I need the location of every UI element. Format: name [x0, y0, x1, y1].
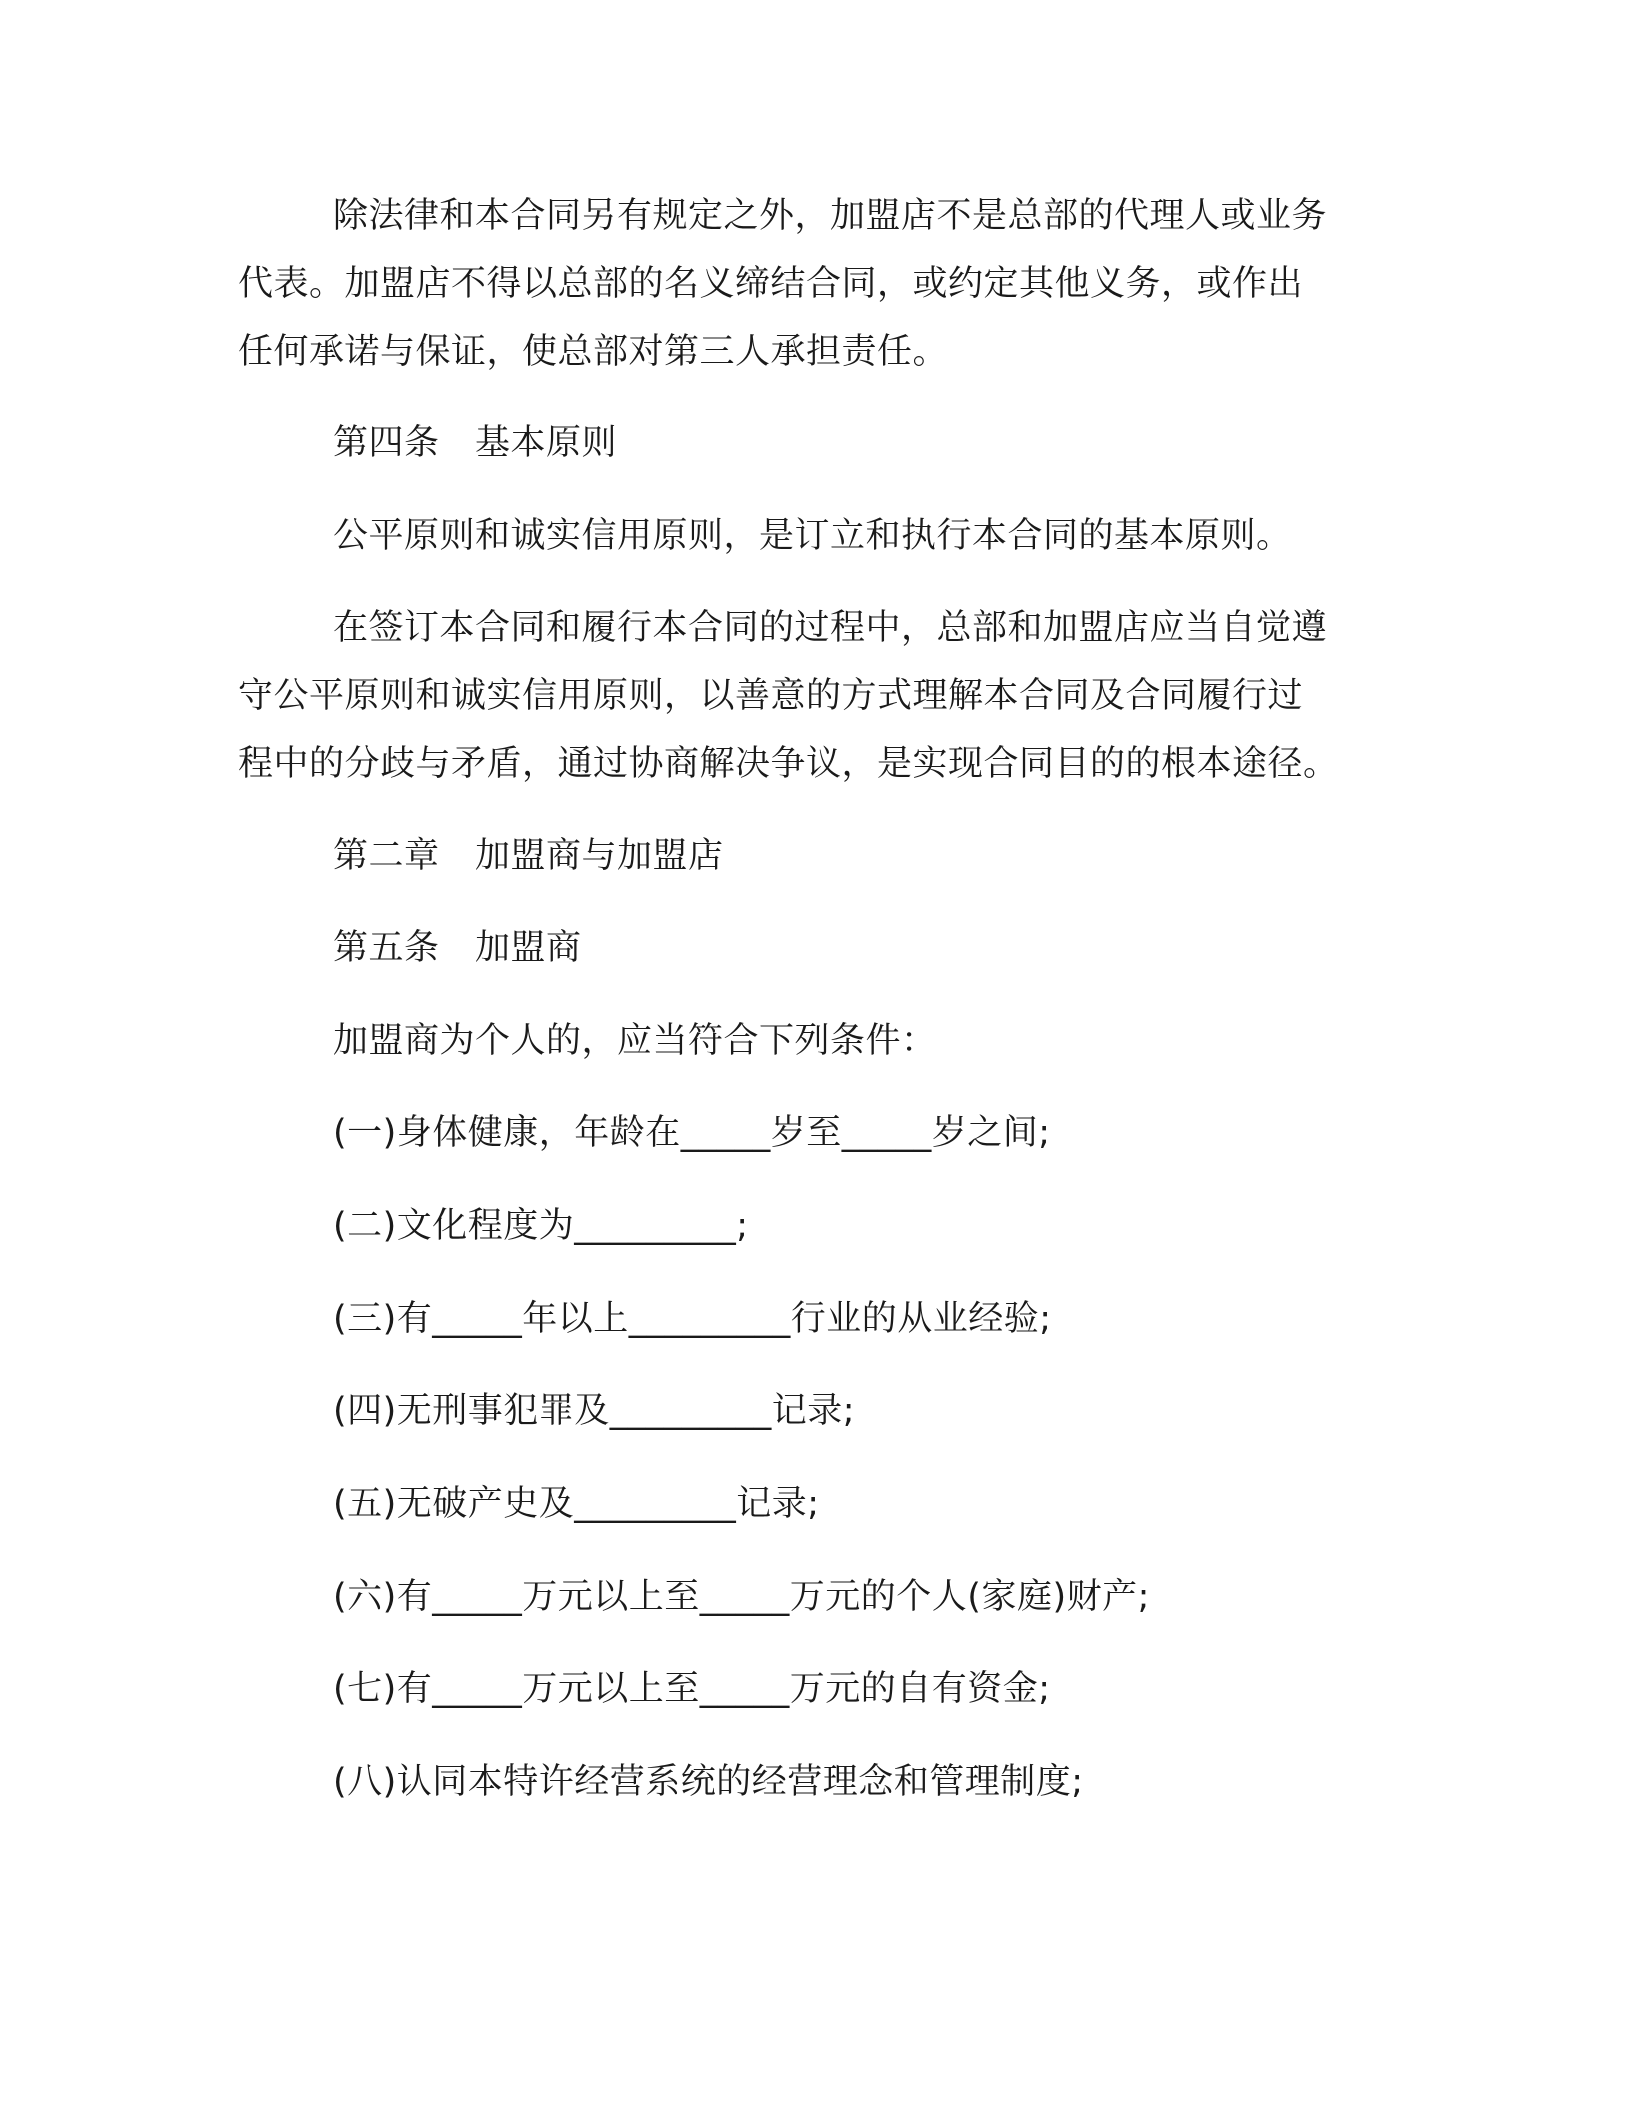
paragraph-line: 守公平原则和诚实信用原则，以善意的方式理解本合同及合同履行过	[238, 676, 1304, 716]
list-item: (六)有_____万元以上至_____万元的个人(家庭)财产;	[333, 1577, 1150, 1617]
paragraph-line: 加盟商为个人的，应当符合下列条件：	[333, 1021, 937, 1061]
list-item: (五)无破产史及_________记录;	[333, 1484, 820, 1524]
section-heading: 第四条 基本原则	[333, 423, 618, 463]
list-item: (四)无刑事犯罪及_________记录;	[333, 1391, 856, 1431]
list-item: (七)有_____万元以上至_____万元的自有资金;	[333, 1669, 1051, 1709]
paragraph-line: 程中的分歧与矛盾，通过协商解决争议，是实现合同目的的根本途径。	[238, 744, 1339, 784]
list-item: (三)有_____年以上_________行业的从业经验;	[333, 1299, 1052, 1339]
paragraph-line: 任何承诺与保证，使总部对第三人承担责任。	[238, 332, 949, 372]
list-item: (八)认同本特许经营系统的经营理念和管理制度;	[333, 1762, 1084, 1802]
paragraph-line: 公平原则和诚实信用原则，是订立和执行本合同的基本原则。	[333, 516, 1292, 556]
list-item: (二)文化程度为_________;	[333, 1206, 749, 1246]
list-item: (一)身体健康，年龄在_____岁至_____岁之间;	[333, 1113, 1051, 1153]
chapter-heading: 第二章 加盟商与加盟店	[333, 836, 724, 876]
paragraph-line: 代表。加盟店不得以总部的名义缔结合同，或约定其他义务，或作出	[238, 264, 1304, 304]
paragraph-line: 除法律和本合同另有规定之外，加盟店不是总部的代理人或业务	[333, 196, 1328, 236]
paragraph-line: 在签订本合同和履行本合同的过程中，总部和加盟店应当自觉遵	[333, 608, 1328, 648]
section-heading: 第五条 加盟商	[333, 928, 582, 968]
